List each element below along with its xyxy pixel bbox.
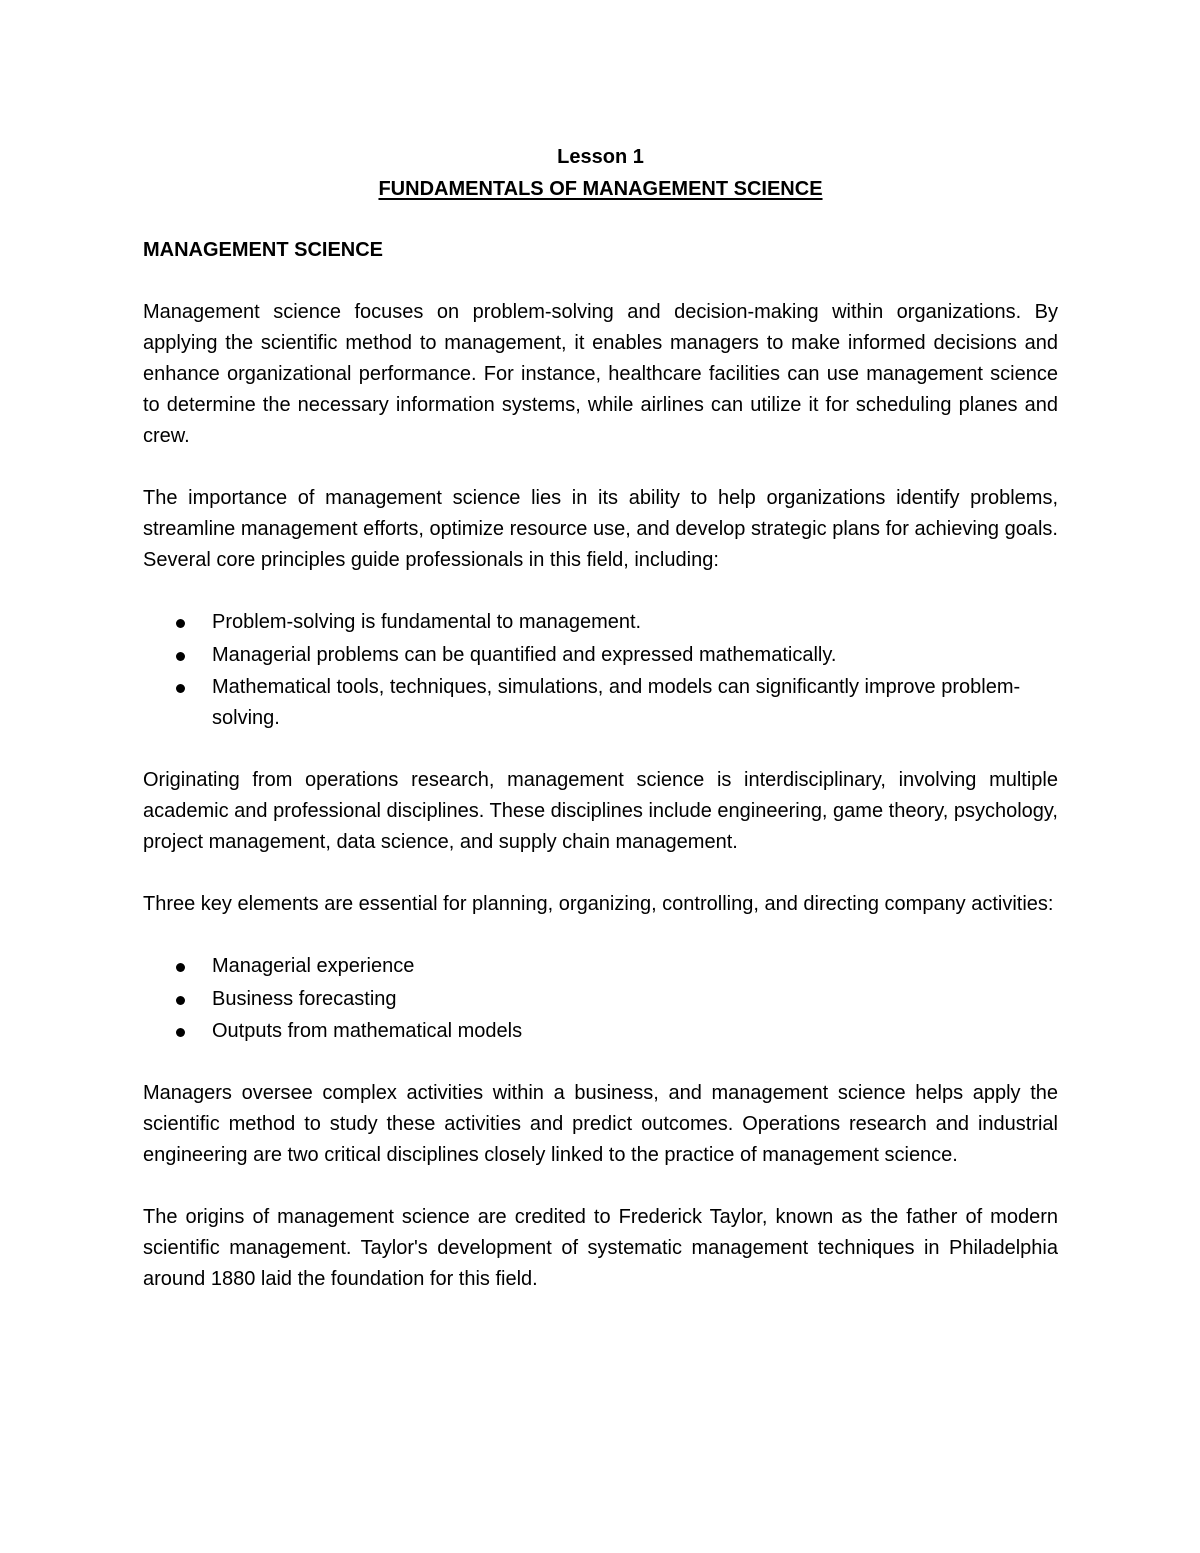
- paragraph-managers: Managers oversee complex activities within a business, and management science helps apply the scientific method to study these activities and predict outcomes. Operations research and industrial engineering are two critical disciplines closely linked to the practice of management science.: [143, 1082, 1058, 1166]
- list-item: [212, 951, 1058, 982]
- list-item-text: Mathematical tools, techniques, simulations, and models can significantly improve problem-solving.: [212, 676, 1021, 729]
- list-item-text: Business forecasting: [212, 987, 397, 1010]
- bullet-icon: [176, 684, 185, 693]
- list-item-text: Problem-solving is fundamental to management.: [212, 611, 642, 633]
- paragraph-origins-interdisciplinary: Originating from operations research, management science is interdisciplinary, involving multiple academic and professional disciplines. These disciplines include engineering, game theory, psychology, project management, data science, and supply chain management.: [143, 769, 1058, 853]
- bullet-icon: [176, 996, 185, 1005]
- paragraph-key-elements: Three key elements are essential for planning, organizing, controlling, and directing company activities:: [143, 893, 1054, 915]
- lesson-label: Lesson 1: [557, 146, 644, 168]
- list-item: [212, 607, 1058, 638]
- key-elements-list: [143, 951, 1058, 1047]
- document-page: [143, 142, 1058, 1295]
- paragraph-definition: Management science focuses on problem-solving and decision-making within organizations. By applying the scientific method to management, it enables managers to make informed decisions and enhance organizational performance. For instance, healthcare facilities can use management science to determine the necessary information systems, while airlines can utilize it for scheduling planes and crew.: [143, 301, 1058, 447]
- list-item: [212, 672, 1058, 734]
- paragraph-taylor: The origins of management science are credited to Frederick Taylor, known as the father of modern scientific management. Taylor's development of systematic management techniques in Philadelphia around 1880 laid the foundation for this field.: [143, 1206, 1058, 1290]
- paragraph-importance: The importance of management science lies in its ability to help organizations identify problems, streamline management efforts, optimize resource use, and develop strategic plans for achieving goals. Several core principles guide professionals in this field, including:: [143, 487, 1058, 571]
- list-item: [212, 640, 1058, 671]
- list-item-text: Managerial experience: [212, 955, 415, 977]
- bullet-icon: [176, 1028, 185, 1037]
- bullet-icon: [176, 963, 185, 972]
- list-item: [212, 1016, 1058, 1047]
- list-item-text: Managerial problems can be quantified and expressed mathematically.: [212, 643, 837, 666]
- principles-list: [143, 607, 1058, 734]
- list-item: [212, 984, 1058, 1015]
- section-heading: MANAGEMENT SCIENCE: [143, 239, 384, 261]
- list-item-text: Outputs from mathematical models: [212, 1020, 523, 1042]
- bullet-icon: [176, 619, 185, 628]
- bullet-icon: [176, 652, 185, 661]
- document-title: FUNDAMENTALS OF MANAGEMENT SCIENCE: [378, 178, 823, 200]
